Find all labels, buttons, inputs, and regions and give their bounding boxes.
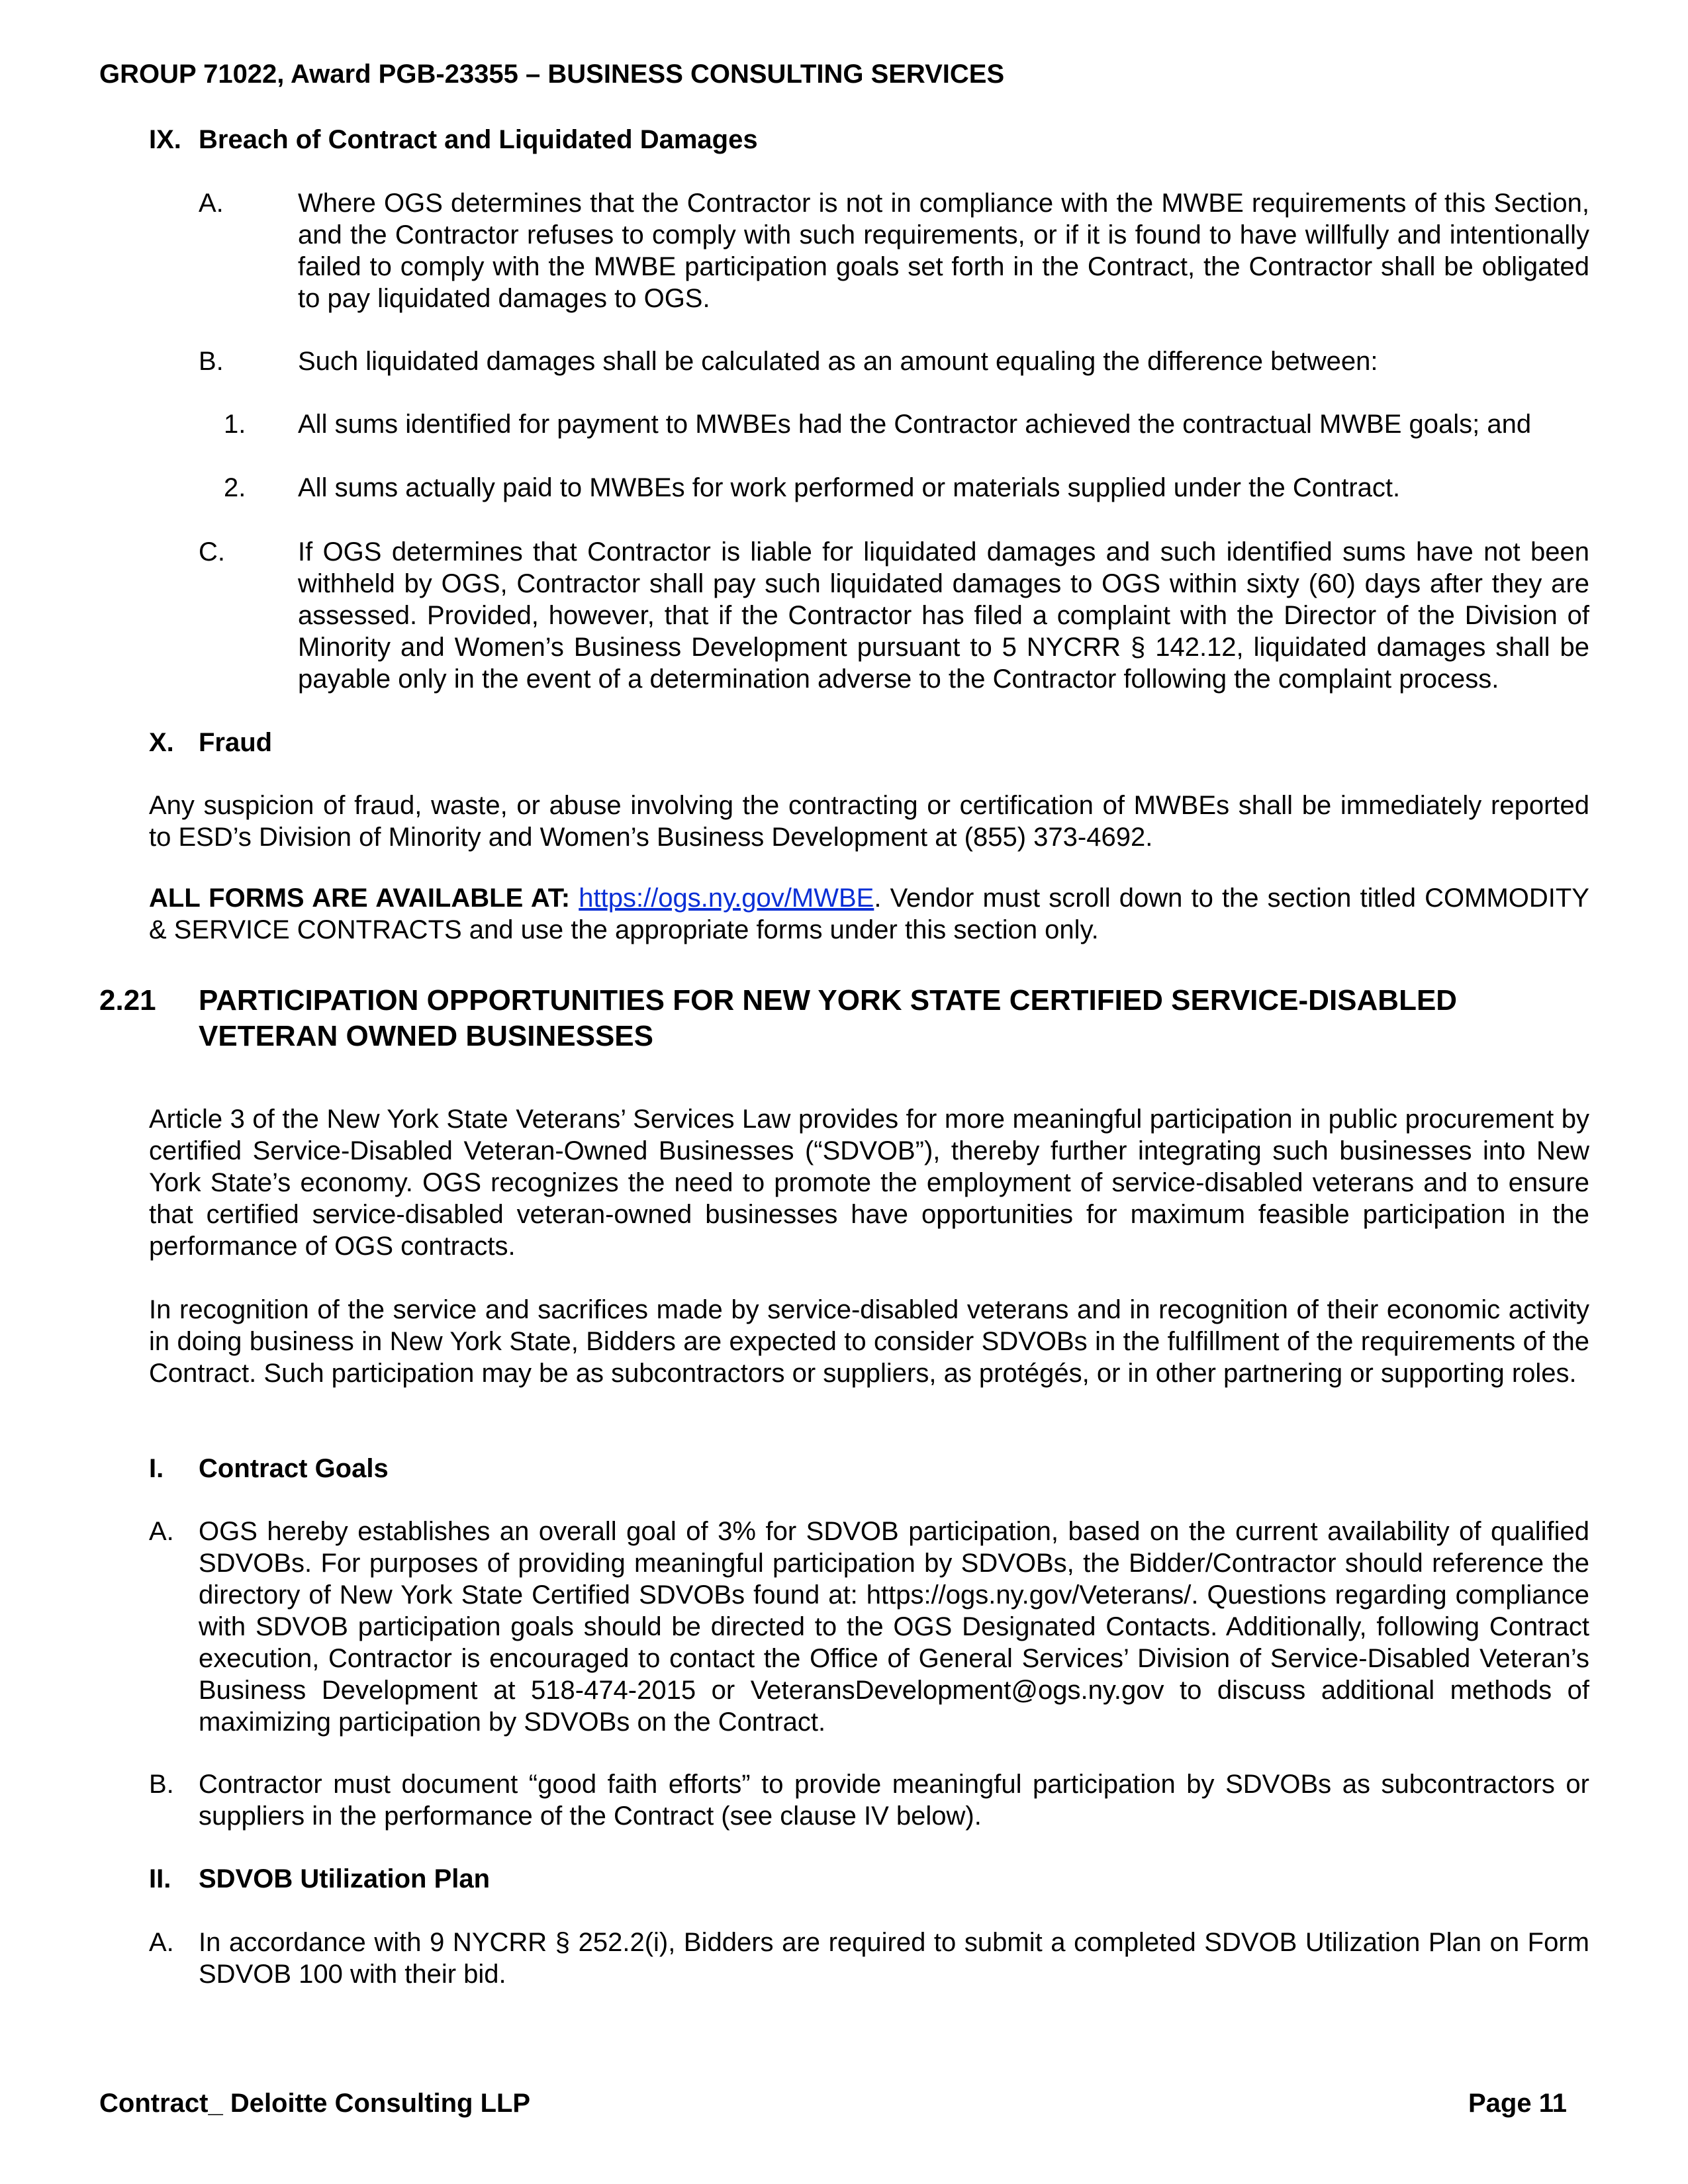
section-x-heading xyxy=(149,727,546,758)
item-text: OGS hereby establishes an overall goal of 3% for SDVOB participation, based on the current availability of qualified SDVOBs. For purposes of providing meaningful participation by SDVOBs, the Bidder/Contractor should reference the directory of New York State Certified SDVOBs found at: https://ogs.ny.gov/Veterans/. Questions regarding compliance with SDVOB participation goals should be directed to the OGS Designated Contacts. Additionally, following Contract execution, Contractor is encouraged to contact the Office of General Services’ Division of Service-Disabled Veteran’s Business Development at 518-474-2015 or VeteransDevelopment@ogs.ny.gov to discuss additional methods of maximizing participation by SDVOBs on the Contract. xyxy=(199,1517,1589,1737)
section-ii-number: II. xyxy=(149,1864,171,1893)
section-2-21-title: PARTICIPATION OPPORTUNITIES FOR NEW YORK STATE CERTIFIED SERVICE-DISABLED VETERAN OWNED BUSINESSES xyxy=(199,984,1458,1052)
item-text: Contractor must document “good faith efforts” to provide meaningful participation by SDVOBs as subcontractors or suppliers in the performance of the Contract (see clause IV below). xyxy=(199,1770,1589,1831)
section-i-title: Contract Goals xyxy=(199,1454,389,1483)
item-text: Such liquidated damages shall be calculated as an amount equaling the difference between: xyxy=(298,347,1378,376)
mwbe-forms-link[interactable]: https://ogs.ny.gov/MWBE xyxy=(579,884,874,913)
item-label: B. xyxy=(149,1770,174,1799)
item-label: A. xyxy=(149,1517,174,1546)
item-label: A. xyxy=(149,1928,174,1957)
fraud-paragraph: Any suspicion of fraud, waste, or abuse involving the contracting or certification of MWBEs shall be immediately reported to ESD’s Division of Minority and Women’s Business Development at (855) 373-4692. xyxy=(149,791,1589,852)
forms-label: ALL FORMS ARE AVAILABLE AT: xyxy=(149,884,571,913)
section-ii-title: SDVOB Utilization Plan xyxy=(199,1864,491,1893)
forms-paragraph xyxy=(149,882,1589,946)
section-ix-number: IX. xyxy=(149,125,181,154)
item-text: In accordance with 9 NYCRR § 252.2(i), Bidders are required to submit a completed SDVOB Utilization Plan on Form SDVOB 100 with their bid. xyxy=(199,1928,1589,1989)
section-x-title: Fraud xyxy=(199,728,273,757)
section-i-number: I. xyxy=(149,1454,164,1483)
section-i-heading xyxy=(149,1453,679,1484)
item-text: All sums actually paid to MWBEs for work performed or materials supplied under the Contract. xyxy=(298,473,1401,502)
item-label: A. xyxy=(199,189,224,218)
footer-page-number: Page 11 xyxy=(1468,2089,1568,2118)
section-2-21-number: 2.21 xyxy=(99,984,156,1017)
item-label: 2. xyxy=(224,473,246,502)
item-label: 1. xyxy=(224,410,246,439)
section-ii-heading xyxy=(149,1863,745,1895)
section-ix-heading xyxy=(149,124,943,156)
item-label: B. xyxy=(199,347,224,376)
item-text: Where OGS determines that the Contractor is not in compliance with the MWBE requirements of this Section, and the Contractor refuses to comply with such requirements, or if it is found to have willfully and intentionally failed to comply with the MWBE participation goals set forth in the Contract, the Contractor shall be obligated to pay liquidated damages to OGS. xyxy=(298,189,1589,313)
item-text: All sums identified for payment to MWBEs had the Contractor achieved the contractual MWBE goals; and xyxy=(298,410,1532,439)
item-text: If OGS determines that Contractor is liable for liquidated damages and such identified sums have not been withheld by OGS, Contractor shall pay such liquidated damages to OGS within sixty (60) days after they are assessed. Provided, however, that if the Contractor has filed a complaint with the Director of the Division of Minority and Women’s Business Development pursuant to 5 NYCRR § 142.12, liquidated damages shall be payable only in the event of a determination adverse to the Contractor following the complaint process. xyxy=(298,537,1589,694)
item-label: C. xyxy=(199,537,225,567)
sdvob-intro-paragraph: Article 3 of the New York State Veterans’ Services Law provides for more meaningful participation in public procurement by certified Service-Disabled Veteran-Owned Businesses (“SDVOB”), thereby further integrating such businesses into New York State’s economy. OGS recognizes the need to promote the employment of service-disabled veterans and to ensure that certified service-disabled veteran-owned businesses have opportunities for maximum feasible participation in the performance of OGS contracts. xyxy=(149,1105,1589,1261)
section-ix-title: Breach of Contract and Liquidated Damages xyxy=(199,125,758,154)
sdvob-recognition-paragraph: In recognition of the service and sacrifices made by service-disabled veterans and in recognition of their economic activity in doing business in New York State, Bidders are expected to consider SDVOBs in the fulfillment of the requirements of the Contract. Such participation may be as subcontractors or suppliers, as protégés, or in other partnering or supporting roles. xyxy=(149,1295,1589,1388)
section-x-number: X. xyxy=(149,728,174,757)
page-header: GROUP 71022, Award PGB-23355 – BUSINESS CONSULTING SERVICES xyxy=(99,60,1005,89)
footer-contract-name: Contract_ Deloitte Consulting LLP xyxy=(99,2089,531,2118)
forms-text: . Vendor must scroll down to the section titled COMMODITY & SERVICE CONTRACTS and use the appropriate forms under this section only. xyxy=(149,884,1589,944)
